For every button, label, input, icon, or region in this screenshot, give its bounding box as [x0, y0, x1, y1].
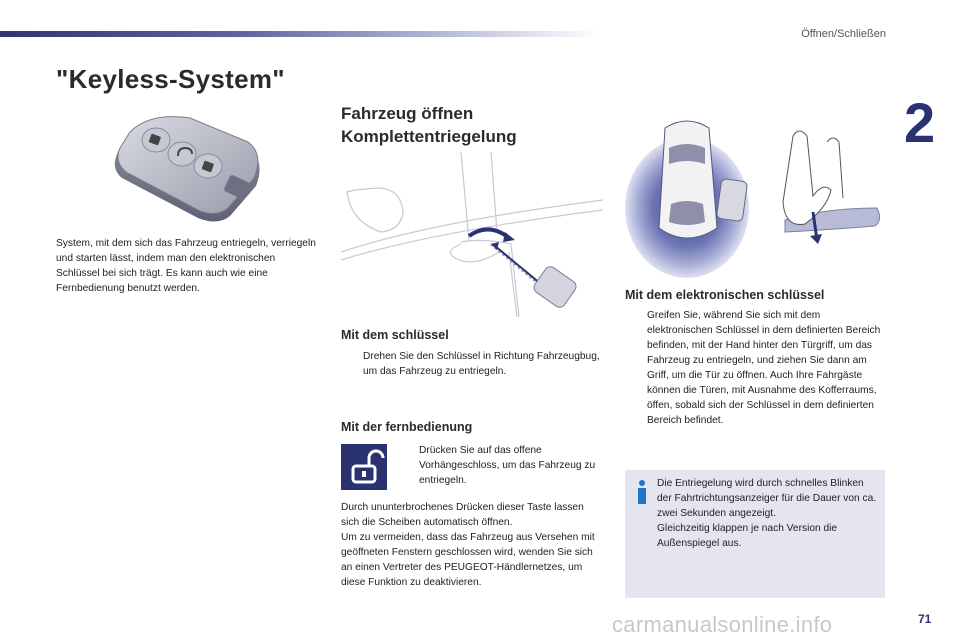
page-title: "Keyless-System" [56, 64, 285, 94]
with-remote-bullet [397, 443, 603, 488]
intro-text: System, mit dem sich das Fahrzeug entriegeln, verriegeln und starten lässt, indem man den elektronischen Schlüssel bei sich trägt. Es kann auch wie eine Fernbedienung benutzt werden. [56, 238, 316, 294]
info-icon [635, 480, 649, 504]
arrow-bullet-icon [625, 308, 647, 428]
info-text [657, 476, 879, 551]
open-vehicle-title: Fahrzeug öffnen [341, 104, 474, 123]
watermark: carmanualsonline.info [612, 612, 833, 637]
remote-note-2: Um zu vermeiden, dass das Fahrzeug aus Versehen mit geöffneten Fenstern geschlossen wird, wenden Sie sich an einen Vertreter des PEUGEOT-Händlernetzes, um diese Funktion zu deaktivieren. [341, 532, 595, 588]
with-electronic-key-bullet-text: Greifen Sie, während Sie sich mit dem elektronischen Schlüssel in dem definierten Bereich befinden, mit der Hand hinter den Türgriff, um das Fahrzeug zu entriegeln, und ziehen Sie dann am Griff, um die Tür zu öffnen. Auch Ihre Fahrgäste können die Türen, mit Ausnahme des Kofferraums, öffen, sobald sich der Schlüssel in dem definierten Bereich befindet. [647, 310, 881, 426]
info-box [625, 470, 885, 598]
info-line-1: Die Entriegelung wird durch schnelles Blinken der Fahrtrichtungsanzeiger für die Dauer von ca. zwei Sekunden angezeigt. [657, 478, 877, 519]
key-fob-illustration [108, 108, 268, 226]
full-unlocking-title: Komplettentriegelung [341, 127, 517, 146]
with-electronic-key-bullet [625, 308, 885, 428]
with-remote-heading: Mit der fernbedienung [341, 420, 473, 434]
with-key-heading: Mit dem schlüssel [341, 328, 449, 342]
remote-notes [341, 500, 603, 590]
arrow-bullet-icon [397, 443, 419, 488]
door-key-illustration [341, 152, 603, 317]
with-remote-bullet-text: Drücken Sie auf das offene Vorhängeschloss, um das Fahrzeug zu entriegeln. [419, 445, 596, 486]
keyless-zone-illustration [625, 108, 885, 280]
info-line-2: Gleichzeitig klappen je nach Version die Außenspiegel aus. [657, 523, 838, 549]
chapter-number: 2 [904, 91, 936, 154]
with-electronic-key-heading: Mit dem elektronischen schlüssel [625, 288, 825, 302]
with-key-bullet-text: Drehen Sie den Schlüssel in Richtung Fahrzeugbug, um das Fahrzeug zu entriegeln. [363, 351, 600, 377]
arrow-bullet-icon [341, 349, 363, 379]
open-padlock-icon [341, 444, 387, 490]
with-key-bullet [341, 349, 603, 379]
section-label: Öffnen/Schließen [801, 28, 886, 40]
page-number: 71 [918, 612, 932, 626]
header-gradient-bar [0, 31, 600, 37]
remote-note-1: Durch ununterbrochenes Drücken dieser Taste lassen sich die Scheiben automatisch öffnen. [341, 502, 584, 528]
